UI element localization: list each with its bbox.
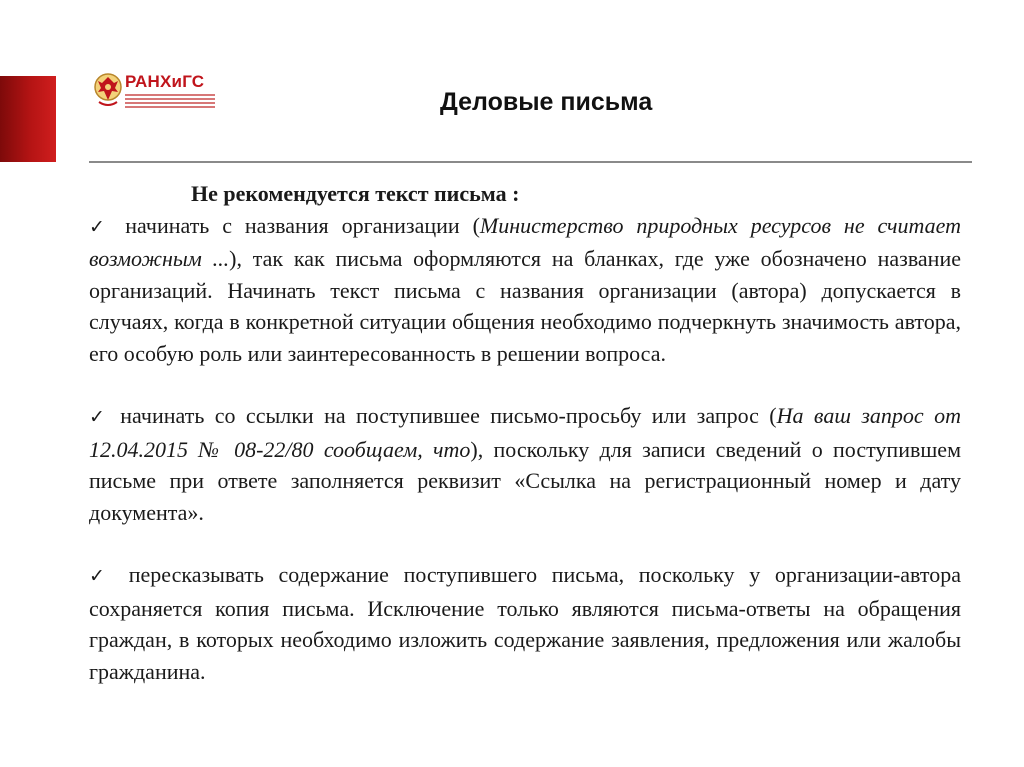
logo-subtitle-lines xyxy=(125,94,215,110)
item-text: начинать со ссылки на поступившее письмо-просьбу или запрос ( xyxy=(109,403,777,428)
list-item xyxy=(89,559,961,687)
slide-content xyxy=(89,178,961,687)
eagle-emblem-icon xyxy=(93,70,123,110)
red-accent-bar xyxy=(0,76,56,162)
checkmark-icon: ✓ xyxy=(89,215,113,238)
logo-text: РАНХиГС xyxy=(125,72,205,91)
item-text: пересказывать содержание поступившего письма, поскольку у организации-автора сохраняется копия письма. Исключение только являются письма-ответы на обращения граждан, в которых необходимо изложить содержание заявления, предложения или жалобы гражданина. xyxy=(89,562,961,684)
item-example: На ваш запрос от 12.04.2015 № 08-22/80 сообщаем, что xyxy=(89,403,961,462)
checkmark-icon: ✓ xyxy=(89,565,115,587)
title-divider xyxy=(89,161,972,163)
item-text: ), поскольку для записи сведений о поступившем письме при ответе заполняется реквизит «Ссылка на регистрационный номер и дату документа». xyxy=(89,436,961,525)
ranepa-logo xyxy=(93,70,218,114)
content-heading: Не рекомендуется текст письма : xyxy=(191,181,520,206)
list-item xyxy=(89,400,961,528)
page-title: Деловые письма xyxy=(440,88,653,116)
item-text: начинать с названия организации ( xyxy=(112,212,480,238)
list-item xyxy=(89,210,961,370)
item-text: ), так как письма оформляются на бланках, где уже обозначено название организаций. Начинать текст письма с названия организации (автора) допускается в случаях, когда в конкретной ситуации общения необходимо подчеркнуть значимость автора, его особую роль или заинтересованность в решении вопроса. xyxy=(89,246,961,366)
item-example: Министерство природных ресурсов не считает возможным ... xyxy=(89,212,961,271)
checkmark-icon: ✓ xyxy=(89,406,110,428)
